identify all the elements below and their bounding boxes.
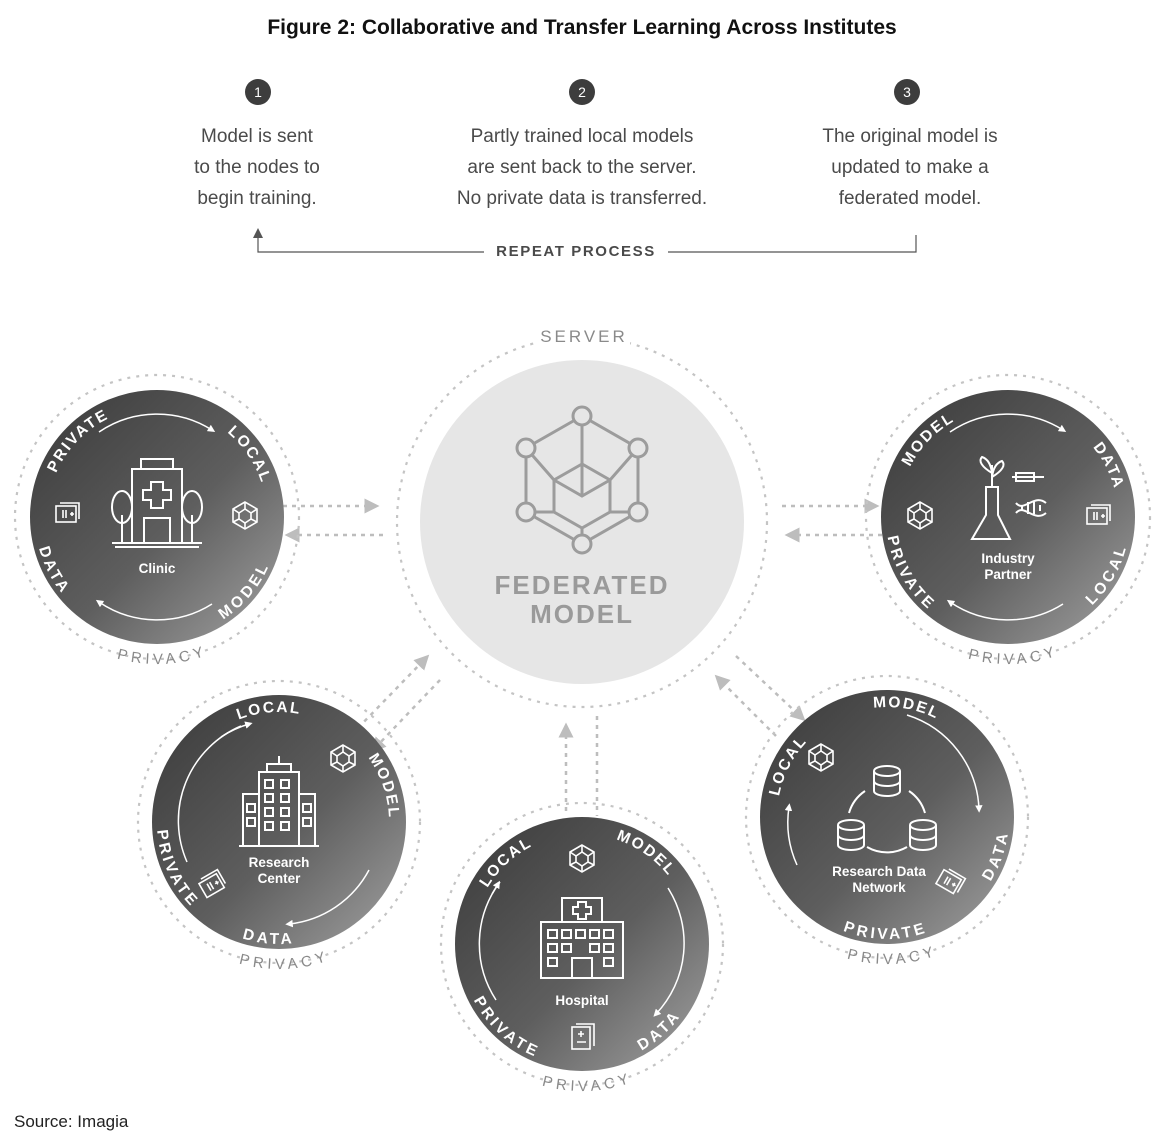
step-1-line-3: begin training. [197,188,317,209]
step-2-badge: 2 [569,79,595,105]
hospital-model-word: MODEL [614,827,680,880]
step-2-line-3: No private data is transferred. [456,188,708,209]
connector-research-center-down [376,680,440,747]
research-center-model-word: MODEL [364,750,403,820]
step-2-line-2: are sent back to the server. [467,157,697,178]
step-2-line-1: Partly trained local models [470,126,694,147]
clinic-data-word: DATA [35,544,74,598]
step-3-badge: 3 [894,79,920,105]
svg-text:PRIVACY [846,943,939,968]
clinic-local-word: LOCAL [224,422,275,486]
research-data-network-node [746,676,1028,968]
research-center-data-word: DATA [240,925,295,949]
step-1-line-2: to the nodes to [194,157,320,178]
repeat-arrowhead [253,228,263,238]
federated-label-line-2: MODEL [530,599,634,629]
hospital-privacy-word: PRIVACY [540,1069,634,1096]
industry-local-word: LOCAL [1082,542,1131,609]
server-node [397,322,767,707]
hospital-local-word: LOCAL [476,833,536,891]
repeat-line-left [258,236,484,252]
connector-network-down [736,656,800,716]
network-model-word: MODEL [872,693,943,723]
clinic-label: Clinic [138,561,176,576]
repeat-process-label: REPEAT PROCESS [484,243,668,260]
svg-text:PRIVACY [967,643,1060,668]
server-label: SERVER [540,327,628,346]
network-local-word: LOCAL [766,732,811,798]
network-privacy-word: PRIVACY [845,942,939,969]
industry-model-word: MODEL [898,409,958,470]
connector-network-up [720,680,776,736]
hospital-data-word: DATA [634,1007,684,1055]
research-center-label-line-1: Research [248,855,310,870]
network-data-word: DATA [979,830,1013,884]
industry-partner-node [866,375,1150,668]
step-3-line-3: federated model. [838,188,982,209]
clinic-model-word: MODEL [215,559,273,623]
source-note: Source: Imagia [14,1112,129,1131]
research-center-disc [152,695,406,949]
connector-research-center-up [358,660,424,728]
research-center-private-word: PRIVATE [153,828,202,911]
clinic-private-word: PRIVATE [44,406,112,476]
clinic-privacy-word: PRIVACY [115,642,209,669]
step-1-line-1: Model is sent [201,126,313,147]
step-3-line-2: updated to make a [831,157,989,178]
research-center-local-word: LOCAL [234,698,303,724]
industry-privacy-word: PRIVACY [966,642,1060,669]
hospital-label: Hospital [555,993,609,1008]
research-center-node [138,681,420,973]
industry-private-word: PRIVATE [883,534,939,614]
step-3-line-1: The original model is [822,126,998,147]
network-label-line-1: Research Data [832,864,926,879]
svg-text:PRIVACY [238,948,331,973]
network-disc [760,690,1014,944]
figure-title: Figure 2: Collaborative and Transfer Learning Across Institutes [267,16,897,39]
industry-label-line-1: Industry [981,551,1035,566]
hospital-node [441,803,723,1095]
network-label-line-2: Network [852,880,906,895]
step-1-badge: 1 [245,79,271,105]
research-center-label-line-2: Center [257,871,301,886]
research-center-privacy-word: PRIVACY [237,947,331,974]
svg-text:PRIVACY [541,1070,634,1095]
industry-data-word: DATA [1089,439,1128,492]
hospital-private-word: PRIVATE [470,993,542,1061]
repeat-line-right [666,235,916,252]
industry-label-line-2: Partner [984,567,1032,582]
federated-label-line-1: FEDERATED [494,570,670,600]
clinic-node [15,375,299,668]
svg-text:PRIVACY [116,643,209,668]
network-private-word: PRIVATE [841,918,929,944]
